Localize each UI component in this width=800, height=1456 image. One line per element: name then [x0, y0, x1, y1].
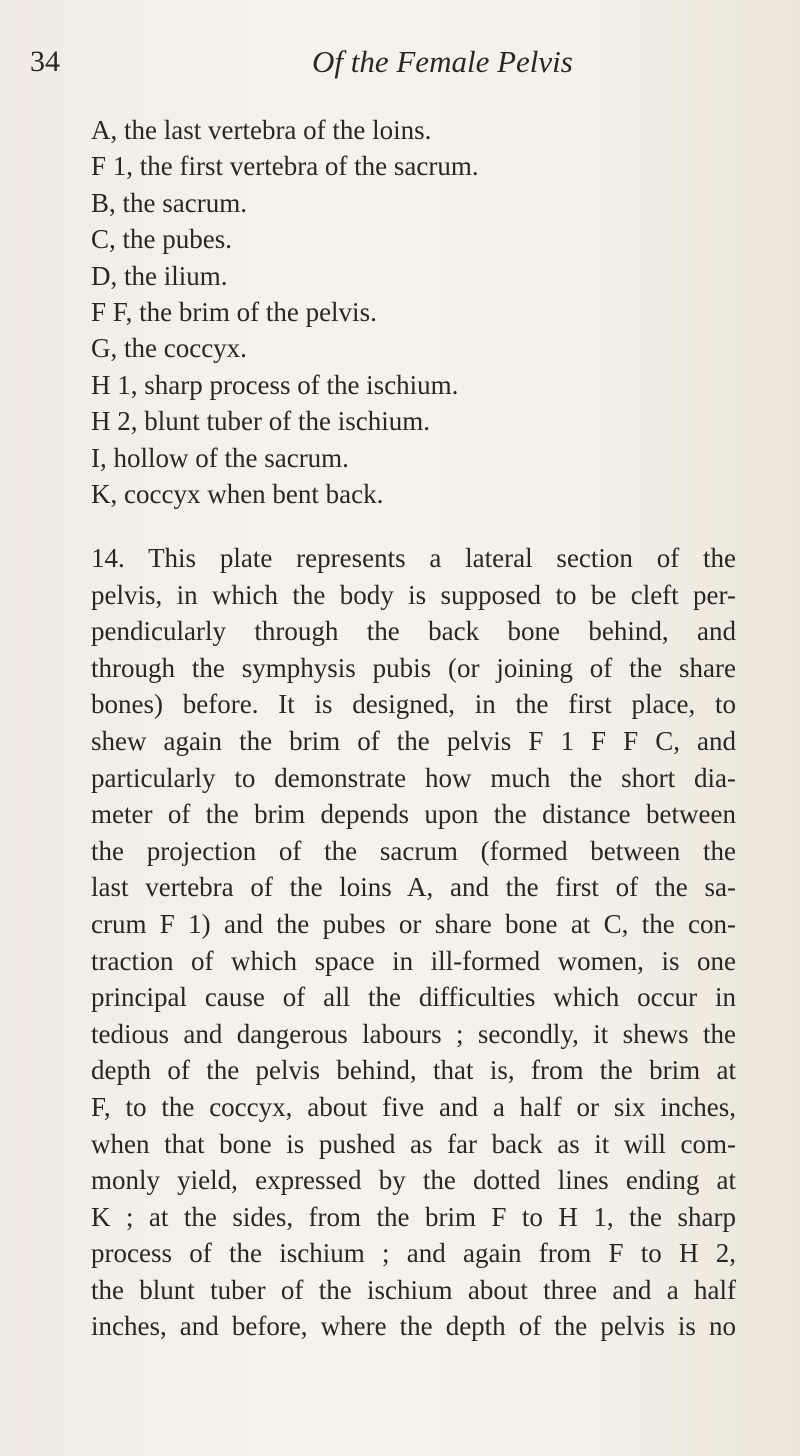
legend-item: F 1, the first vertebra of the sacrum. — [91, 151, 479, 182]
paragraph-line: shew again the brim of the pelvis F 1 F F C, and — [91, 725, 736, 756]
legend-item: F F, the brim of the pelvis. — [91, 297, 377, 328]
plate-legend — [91, 112, 479, 512]
paragraph-line: traction of which space in ill-formed women, is one — [91, 945, 736, 976]
paragraph-line: last vertebra of the loins A, and the first of the sa- — [91, 872, 736, 903]
paragraph-line: monly yield, expressed by the dotted lines ending at — [91, 1165, 736, 1196]
paragraph-line: crum F 1) and the pubes or share bone at C, the con- — [91, 908, 736, 939]
paragraph-line: F, to the coccyx, about five and a half or six inches, — [91, 1091, 736, 1122]
paragraph-line: particularly to demonstrate how much the short dia- — [91, 762, 736, 793]
legend-item: C, the pubes. — [91, 224, 232, 255]
paragraph-line: K ; at the sides, from the brim F to H 1, the sharp — [91, 1201, 736, 1232]
paragraph-line: through the symphysis pubis (or joining of the share — [91, 652, 736, 683]
paragraph-line: tedious and dangerous labours ; secondly, it shews the — [91, 1018, 736, 1049]
page-number: 34 — [30, 45, 60, 78]
legend-item: G, the coccyx. — [91, 333, 247, 364]
paragraph-14 — [91, 540, 736, 1345]
paragraph-line: principal cause of all the difficulties which occur in — [91, 982, 736, 1013]
legend-item: B, the sacrum. — [91, 187, 247, 218]
paragraph-line: pendicularly through the back bone behind, and — [91, 616, 736, 647]
paragraph-line: meter of the brim depends upon the distance between — [91, 799, 736, 830]
paragraph-line: when that bone is pushed as far back as it will com- — [91, 1128, 736, 1159]
page-header — [30, 42, 770, 82]
running-head: Of the Female Pelvis — [312, 44, 573, 79]
legend-item: A, the last vertebra of the loins. — [91, 115, 432, 145]
paragraph-line: depth of the pelvis behind, that is, from the brim at — [91, 1055, 736, 1086]
paragraph-line: 14. This plate represents a lateral section of the — [91, 543, 736, 573]
paragraph-line: the blunt tuber of the ischium about three and a half — [91, 1274, 736, 1305]
legend-item: D, the ilium. — [91, 260, 228, 291]
legend-item: I, hollow of the sacrum. — [91, 442, 349, 473]
paragraph-line: process of the ischium ; and again from F to H 2, — [91, 1238, 736, 1269]
legend-item: H 1, sharp process of the ischium. — [91, 369, 459, 400]
legend-item: K, coccyx when bent back. — [91, 479, 384, 510]
paragraph-line: bones) before. It is designed, in the first place, to — [91, 689, 736, 720]
paragraph-line: pelvis, in which the body is supposed to be cleft per- — [91, 579, 736, 610]
legend-item: H 2, blunt tuber of the ischium. — [91, 406, 430, 437]
paragraph-line: the projection of the sacrum (formed between the — [91, 835, 736, 866]
paragraph-line: inches, and before, where the depth of the pelvis is no — [91, 1311, 736, 1342]
